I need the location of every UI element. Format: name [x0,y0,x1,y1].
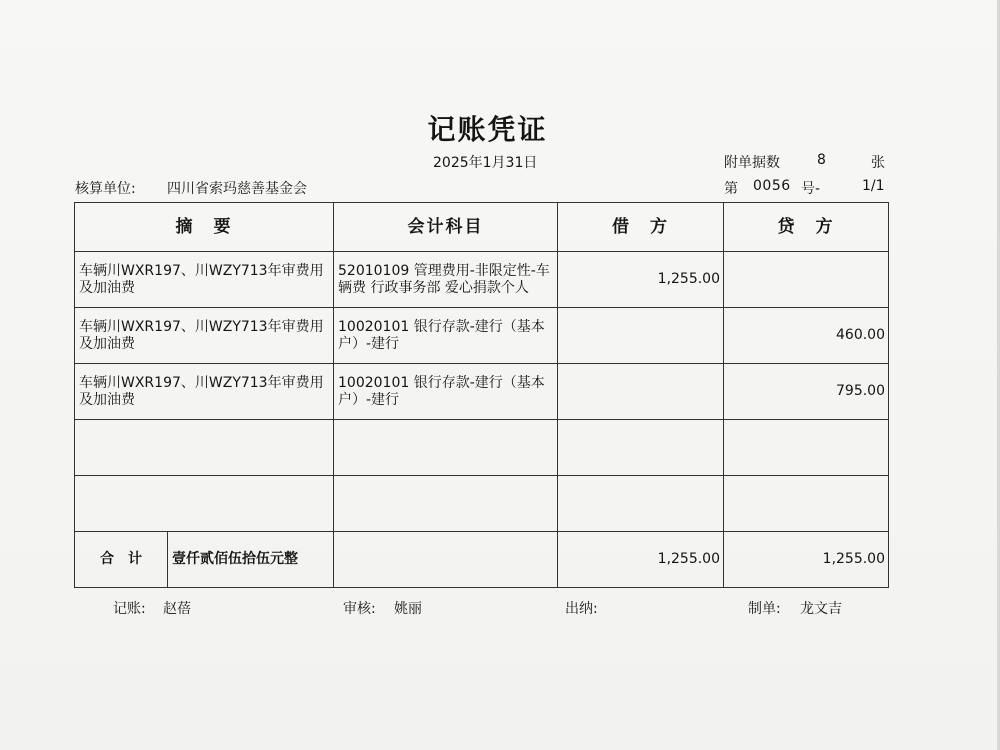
table-row [75,476,889,532]
row-summary [75,476,334,532]
row-debit [558,476,724,532]
table-header-row [75,203,889,252]
attachment-count: 8 [817,152,826,168]
total-account [334,532,558,588]
page-number: 1/1 [862,178,885,194]
reviewer-label: 审核: [343,601,376,617]
row-debit [558,364,724,420]
voucher-table [74,202,889,588]
column-header-credit: 贷 方 [724,203,889,252]
attachment-unit: 张 [871,155,885,171]
attachment-count-label: 附单据数 [724,155,780,171]
accounting-unit-label: 核算单位: [75,181,136,197]
reviewer-name: 姚丽 [394,601,422,617]
row-summary: 车辆川WXR197、川WZY713年审费用及加油费 [75,252,334,308]
row-summary: 车辆川WXR197、川WZY713年审费用及加油费 [75,308,334,364]
table-row [75,420,889,476]
row-debit [558,308,724,364]
row-account: 10020101 银行存款-建行（基本户）-建行 [334,308,558,364]
row-account: 52010109 管理费用-非限定性-车辆费 行政事务部 爱心捐款个人 [334,252,558,308]
total-label: 合计 [75,532,168,587]
bookkeeper-name: 赵蓓 [163,601,191,617]
bookkeeper-label: 记账: [113,601,146,617]
table-row [75,308,889,364]
column-header-summary: 摘 要 [75,203,334,252]
maker-label: 制单: [748,601,781,617]
cashier-label: 出纳: [565,601,598,617]
row-account [334,420,558,476]
voucher-number-suffix: 号- [801,181,821,197]
row-credit: 795.00 [724,364,889,420]
row-debit [558,420,724,476]
column-header-debit: 借 方 [558,203,724,252]
total-summary-cell [75,532,334,588]
total-debit: 1,255.00 [558,532,724,588]
accounting-unit-name: 四川省索玛慈善基金会 [167,181,307,197]
voucher-number: 0056 [753,178,791,194]
row-summary [75,420,334,476]
table-row [75,252,889,308]
total-amount-in-words: 壹仟贰佰伍拾伍元整 [172,551,298,567]
maker-name: 龙文吉 [800,601,842,617]
total-row [75,532,889,588]
row-credit [724,420,889,476]
column-header-account: 会计科目 [334,203,558,252]
voucher-title: 记账凭证 [427,113,548,146]
row-credit [724,476,889,532]
row-summary: 车辆川WXR197、川WZY713年审费用及加油费 [75,364,334,420]
row-account: 10020101 银行存款-建行（基本户）-建行 [334,364,558,420]
total-credit: 1,255.00 [724,532,889,588]
voucher-number-prefix: 第 [724,181,738,197]
row-credit: 460.00 [724,308,889,364]
row-credit [724,252,889,308]
row-debit: 1,255.00 [558,252,724,308]
row-account [334,476,558,532]
voucher-date: 2025年1月31日 [433,155,538,171]
table-row [75,364,889,420]
